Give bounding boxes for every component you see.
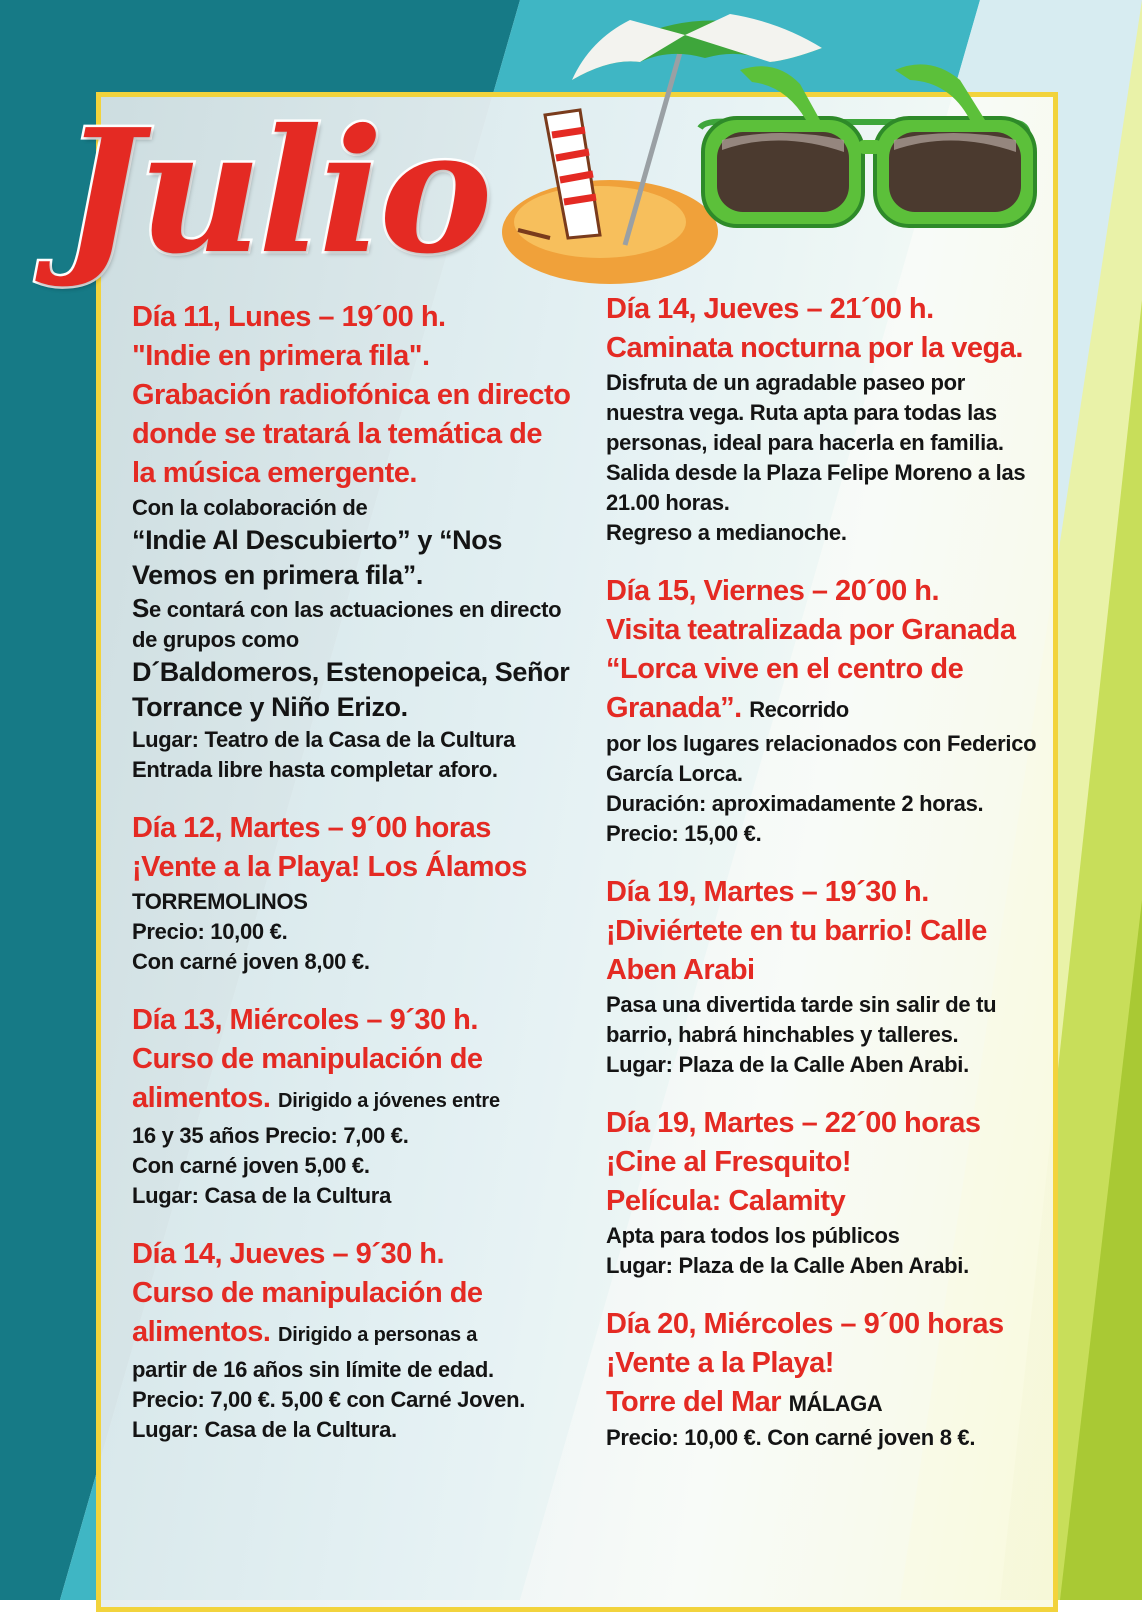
event-day-13	[132, 1001, 572, 1211]
event-title: ¡Vente a la Playa! Los Álamos	[132, 851, 527, 883]
event-day-20	[606, 1305, 1046, 1453]
event-heading: Día 15, Viernes – 20´00 h.	[606, 575, 940, 607]
event-details: partir de 16 años sin límite de edad.	[132, 1357, 494, 1382]
event-price: Precio: 7,00 €. 5,00 € con Carné Joven.	[132, 1387, 526, 1412]
event-title: Curso de manipulación de alimentos.	[132, 1277, 483, 1348]
event-collab-intro: Con la colaboración de	[132, 495, 368, 520]
left-column	[132, 298, 572, 1469]
event-title: "Indie en primera fila". Grabación radiofónica en directo donde se tratará la temática de la música emergente.	[132, 340, 571, 489]
event-day-14-night	[606, 290, 1046, 548]
event-inline-desc: Dirigido a jóvenes entre	[278, 1090, 500, 1112]
event-place: Lugar: Plaza de la Calle Aben Arabi.	[606, 1052, 969, 1077]
event-collab-names: “Indie Al Descubierto” y “Nos Vemos en primera fila”.	[132, 525, 502, 590]
event-audience: Apta para todos los públicos	[606, 1223, 900, 1248]
event-destination: Torre del Mar	[606, 1386, 782, 1418]
event-start: Salida desde la Plaza Felipe Moreno a las 21.00 horas.	[606, 460, 1026, 515]
event-day-11	[132, 298, 572, 785]
event-acts-intro: e contará con las actuaciones en directo de grupos como	[132, 597, 562, 652]
event-heading: Día 19, Martes – 22´00 horas	[606, 1107, 981, 1139]
sand-island-icon	[502, 180, 718, 284]
event-title: ¡Vente a la Playa!	[606, 1347, 834, 1379]
event-inline-desc: Recorrido	[749, 697, 849, 722]
event-city: TORREMOLINOS	[132, 889, 308, 914]
event-heading: Día 11, Lunes – 19´00 h.	[132, 301, 446, 333]
event-heading: Día 14, Jueves – 21´00 h.	[606, 293, 934, 325]
event-price: Precio: 10,00 €.	[132, 919, 288, 944]
event-price-young: Con carné joven 5,00 €.	[132, 1153, 370, 1178]
event-price: Precio: 15,00 €.	[606, 821, 762, 846]
event-description: por los lugares relacionados con Federico García Lorca.	[606, 731, 1037, 786]
event-day-19-afternoon	[606, 873, 1046, 1080]
event-acts-names: D´Baldomeros, Estenopeica, Señor Torrance y Niño Erizo.	[132, 657, 570, 722]
event-heading: Día 13, Miércoles – 9´30 h.	[132, 1004, 478, 1036]
event-title: Curso de manipulación de alimentos.	[132, 1043, 483, 1114]
event-description: Disfruta de un agradable paseo por nuestra vega. Ruta apta para todas las personas, ideal para hacerla en familia.	[606, 370, 1004, 455]
event-entry: Entrada libre hasta completar aforo.	[132, 757, 498, 782]
event-place: Lugar: Plaza de la Calle Aben Arabi.	[606, 1253, 969, 1278]
event-heading: Día 14, Jueves – 9´30 h.	[132, 1238, 445, 1270]
event-price-young: Con carné joven 8,00 €.	[132, 949, 370, 974]
event-place: Lugar: Casa de la Cultura	[132, 1183, 392, 1208]
page-title: Julio	[62, 92, 489, 292]
event-duration: Duración: aproximadamente 2 horas.	[606, 791, 984, 816]
event-place: Lugar: Casa de la Cultura.	[132, 1417, 397, 1442]
event-title: ¡Diviértete en tu barrio! Calle Aben Arabi	[606, 915, 987, 986]
event-day-12	[132, 809, 572, 977]
event-film: Película: Calamity	[606, 1185, 846, 1217]
event-heading: Día 12, Martes – 9´00 horas	[132, 812, 491, 844]
event-title: ¡Cine al Fresquito!	[606, 1146, 852, 1178]
event-inline-desc: Dirigido a personas a	[278, 1324, 478, 1346]
event-title: Caminata nocturna por la vega.	[606, 332, 1023, 364]
event-details: 16 y 35 años Precio: 7,00 €.	[132, 1123, 409, 1148]
event-return: Regreso a medianoche.	[606, 520, 847, 545]
event-day-19-night	[606, 1104, 1046, 1281]
event-price: Precio: 10,00 €. Con carné joven 8 €.	[606, 1425, 976, 1450]
event-city: MÁLAGA	[788, 1391, 883, 1416]
sunglasses-icon	[700, 64, 1035, 226]
event-place: Lugar: Teatro de la Casa de la Cultura	[132, 727, 516, 752]
event-description: Pasa una divertida tarde sin salir de tu barrio, habrá hinchables y talleres.	[606, 992, 997, 1047]
right-column	[606, 290, 1046, 1477]
event-title: Visita teatralizada por Granada “Lorca vive en el centro de Granada”.	[606, 614, 1016, 724]
beach-decoration	[490, 0, 1050, 300]
event-day-14-morning	[132, 1235, 572, 1445]
event-heading: Día 19, Martes – 19´30 h.	[606, 876, 929, 908]
event-acts-initial: S	[132, 593, 150, 623]
event-day-15	[606, 572, 1046, 849]
event-heading: Día 20, Miércoles – 9´00 horas	[606, 1308, 1004, 1340]
